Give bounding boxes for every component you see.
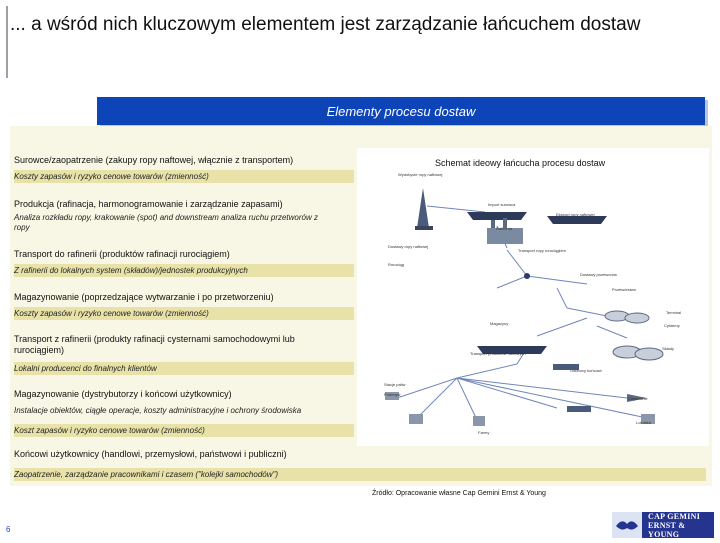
refinery-icon [487, 218, 523, 244]
row-distribution-note-2: Koszt zapasów i ryzyko cenowe towarów (zmienność) [14, 426, 205, 435]
schema-label: Transport ropy rurociągiem [518, 248, 566, 253]
oil-rig-icon [415, 188, 433, 230]
farm-icon [473, 416, 485, 426]
schema-label: Cysterny [664, 323, 680, 328]
row-production: Produkcja (rafinacja, harmonogramowanie i zarządzanie zapasami) [14, 199, 283, 209]
factory-icon [409, 414, 423, 424]
section-banner: Elementy procesu dostaw [97, 97, 705, 125]
schema-label: Ciepłownie [628, 396, 648, 401]
schema-label: Przemysł [384, 392, 401, 397]
schema-label: Farmy [478, 430, 490, 435]
row-supply-note: Koszty zapasów i ryzyko cenowe towarów (zmienność) [14, 172, 209, 181]
truck-icon [567, 406, 591, 412]
row-storage-note: Koszty zapasów i ryzyko cenowe towarów (zmienność) [14, 309, 209, 318]
row-transport-from-refinery-note: Lokalni producenci do finalnych klientów [14, 364, 157, 373]
logo-mark-icon [612, 512, 642, 538]
schema-title: Schemat ideowy łańcucha procesu dostaw [435, 158, 606, 168]
schema-label: Terminal [666, 310, 682, 315]
row-transport-to-refinery: Transport do rafinerii (produktów rafinacji rurociągiem) [14, 249, 230, 259]
schema-label: Odbiorcy końcowi [570, 368, 602, 373]
row-distribution-note-1: Instalacje obiektów, ciągłe operacje, koszty administracyjne i ochrony środowiska [14, 406, 302, 415]
schema-label: Rafineria [496, 226, 513, 231]
logo-line-1: CAP GEMINI [648, 511, 701, 521]
slide-title: ... a wśród nich kluczowym elementem jest zarządzanie łańcuchem dostaw [10, 14, 641, 35]
page-number: 6 [6, 525, 11, 534]
schema-label: Stacje paliw [384, 382, 406, 387]
schema-label: Rurociąg [388, 262, 405, 267]
tanker-icon [547, 216, 607, 224]
schema-label: Lotniska [636, 420, 651, 425]
source-note: Źródło: Opracowanie własne Cap Gemini Ernst & Young [372, 490, 546, 497]
supply-chain-diagram [357, 168, 709, 446]
row-distribution-storage: Magazynowanie (dystrybutorzy i końcowi użytkownicy) [14, 389, 232, 399]
schema-label: Transport produktów naftowych [470, 351, 526, 356]
logo-text [642, 512, 714, 539]
row-storage: Magazynowanie (poprzedzające wytwarzanie i po przetworzeniu) [14, 292, 274, 302]
tanker-icon [467, 212, 527, 220]
schema-label: Składy [662, 346, 675, 351]
schema-label: Dostawy przetworów [580, 272, 617, 277]
pipeline-hub-icon [524, 273, 530, 279]
row-transport-to-refinery-note: Z rafinerii do lokalnych system (składów)/jednostek produkcyjnych [14, 266, 248, 275]
schema-label: Wydobycie ropy naftowej [398, 172, 443, 177]
schema-label: Import surowca [488, 202, 516, 207]
row-transport-from-refinery: Transport z rafinerii (produkty rafinacji cysternami samochodowymi lub rurociągiem) [14, 334, 295, 355]
title-accent-line [6, 6, 8, 78]
logo-line-2: ERNST & YOUNG [648, 520, 686, 539]
company-logo [612, 512, 714, 538]
schema-label: Magazyny [490, 321, 509, 326]
schema-label: Dostawy ropy naftowej [388, 244, 429, 249]
row-production-note: Analiza rozkładu ropy, krakowanie (spot) and downstream analiza ruchu przetworów z ropy [14, 213, 318, 232]
row-end-users: Końcowi użytkownicy (handlowi, przemysłowi, państwowi i publiczni) [14, 449, 287, 459]
schema-label: Przetwórstwo [612, 287, 637, 292]
row-supply: Surowce/zaopatrzenie (zakupy ropy naftowej, włącznie z transportem) [14, 155, 294, 165]
storage-tank-icon [605, 311, 649, 323]
row-end-users-note: Zaopatrzenie, zarządzanie pracownikami i czasem ("kolejki samochodów") [14, 470, 279, 479]
schema-label: Eksport ropy naftowej [556, 212, 595, 217]
storage-tank-icon [613, 346, 663, 360]
